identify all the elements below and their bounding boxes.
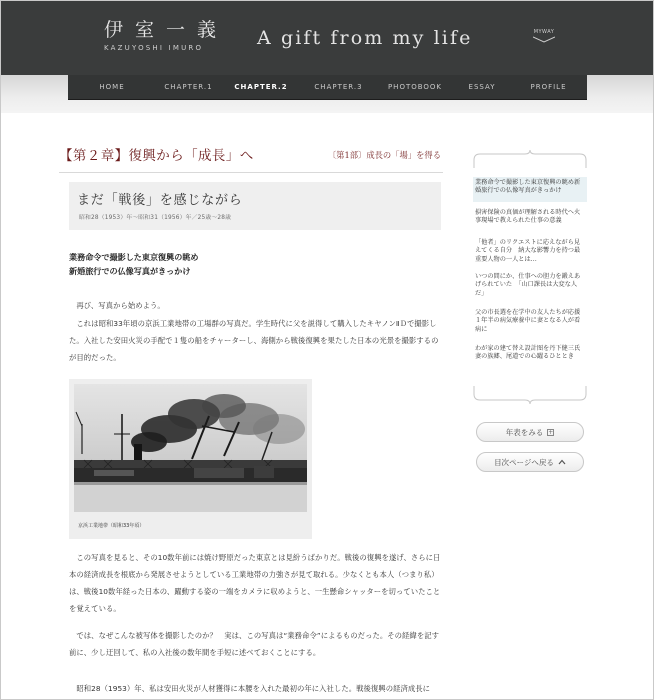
body-paragraph-1: 再び、写真から始めよう。 bbox=[69, 301, 165, 310]
sidebar-item-6[interactable]: わが家の建て替え設計图を丹下健三氏 妻の族郷、尾道での心躍るひととき bbox=[475, 345, 587, 361]
toc-button-label: 目次ページへ戻る bbox=[494, 458, 554, 467]
nav-photobook[interactable]: PHOTOBOOK bbox=[387, 83, 443, 91]
chronology-button[interactable] bbox=[476, 422, 584, 442]
body-paragraph-4: では、なぜこんな被写体を撮影したのか？ 実は、この写真は“業務命令”によるものだった。その経緯を記す前に、少し迂回して、私の入社後の数年間を手短に述べておくことにする。 bbox=[69, 631, 440, 657]
body-paragraph-3: この写真を見ると、その10数年前には焼け野原だった東京とは見紛うばかりだ。戦後の復興を遂げ、さらに日本の経済成長を根底から発展させようとしている工業地帯の力強さが見て取れる。少なくとも本人（つまり私）は、戦後10数年経った日本の、躍動する姿の一端をカメラに収めようと、一生懸命シャッターを切っていたことを覚えている。 bbox=[69, 553, 441, 613]
body-paragraph-2: これは昭和33年頃の京浜工業地帯の工場群の写真だ。学生時代に父を説得して購入したキヤノンⅡＤで撮影した。入社した安田火災の手配で１隻の船をチャーターし、海側から戦後復興を果たした日本の光景を撮影するのが目的だった。 bbox=[69, 319, 439, 362]
sidebar-panel bbox=[473, 150, 587, 404]
site-header bbox=[1, 1, 654, 75]
author-name-kanji[interactable]: 伊室一義 bbox=[104, 19, 229, 41]
nav-essay[interactable]: ESSAY bbox=[468, 83, 496, 91]
sidebar-item-4[interactable]: いつの間にか、仕事への胆力を鍛えあげられていた 「山口課長は大変な人だ」 bbox=[475, 273, 581, 297]
photo-figure bbox=[69, 379, 312, 539]
chevron-up-icon bbox=[558, 454, 566, 473]
sidebar-item-2[interactable]: 損害保険の真価が理解される時代へ火事現場で教えられた仕事の意義 bbox=[475, 209, 581, 225]
nav-chapter-2[interactable]: CHAPTER.2 bbox=[234, 83, 288, 91]
nav-home[interactable]: HOME bbox=[99, 83, 125, 91]
main-nav bbox=[68, 75, 587, 100]
part-link[interactable]: 〔第1部〕成長の「場」を得る bbox=[327, 150, 441, 160]
logo-wave-icon bbox=[533, 36, 555, 43]
sidebar-list bbox=[473, 177, 587, 377]
industrial-photo bbox=[74, 384, 307, 512]
sidebar-item-1[interactable]: 業務命令で撮影した東京復興の眺め新婚旅行での仏像写真がきっかけ bbox=[473, 177, 587, 202]
nav-profile[interactable]: PROFILE bbox=[530, 83, 567, 91]
sidebar-item-3[interactable]: 「他者」のリクエストに応えながら見えてくる自分 納大な影響力を持つ最重要人物の一人とは… bbox=[475, 239, 581, 263]
toc-button[interactable] bbox=[476, 452, 584, 472]
chapter-divider bbox=[59, 172, 443, 173]
site-tagline: A gift from my life bbox=[257, 27, 473, 49]
lead-line-2: 新婚旅行での仏像写真がきっかけ bbox=[69, 266, 191, 276]
lead-line-1: 業務命令で撮影した東京復興の眺め bbox=[69, 252, 199, 262]
myway-logo[interactable] bbox=[532, 29, 556, 43]
nav-chapter-3[interactable]: CHAPTER.3 bbox=[314, 83, 363, 91]
photo-caption: 京浜工業地帯（昭和33年頃） bbox=[78, 523, 145, 529]
lead-heading bbox=[69, 250, 199, 278]
logo-text: MYWAY bbox=[533, 29, 555, 35]
chapter-title: 【第２章】復興から「成長」へ bbox=[59, 148, 254, 164]
sidebar-item-5[interactable]: 父の市長選を在学中の友人たちが応援 １年半の病気療養中に妻となる人が看病に bbox=[475, 309, 587, 333]
nav-chapter-1[interactable]: CHAPTER.1 bbox=[164, 83, 213, 91]
section-title: まだ「戦後」を感じながら bbox=[77, 193, 243, 208]
plus-box-icon: + bbox=[548, 428, 554, 436]
chronology-button-label: 年表をみる bbox=[505, 428, 544, 437]
section-period: 昭和28（1953）年〜昭和31（1956）年／25歳〜28歳 bbox=[79, 215, 232, 221]
author-name-roman: KAZUYOSHI IMURO bbox=[104, 44, 204, 52]
section-header bbox=[69, 182, 441, 230]
body-paragraph-5: 昭和28（1953）年、私は安田火災が人材獲得に本腰を入れた最初の年に入社した。戦後復興の経済成長に bbox=[69, 684, 431, 693]
